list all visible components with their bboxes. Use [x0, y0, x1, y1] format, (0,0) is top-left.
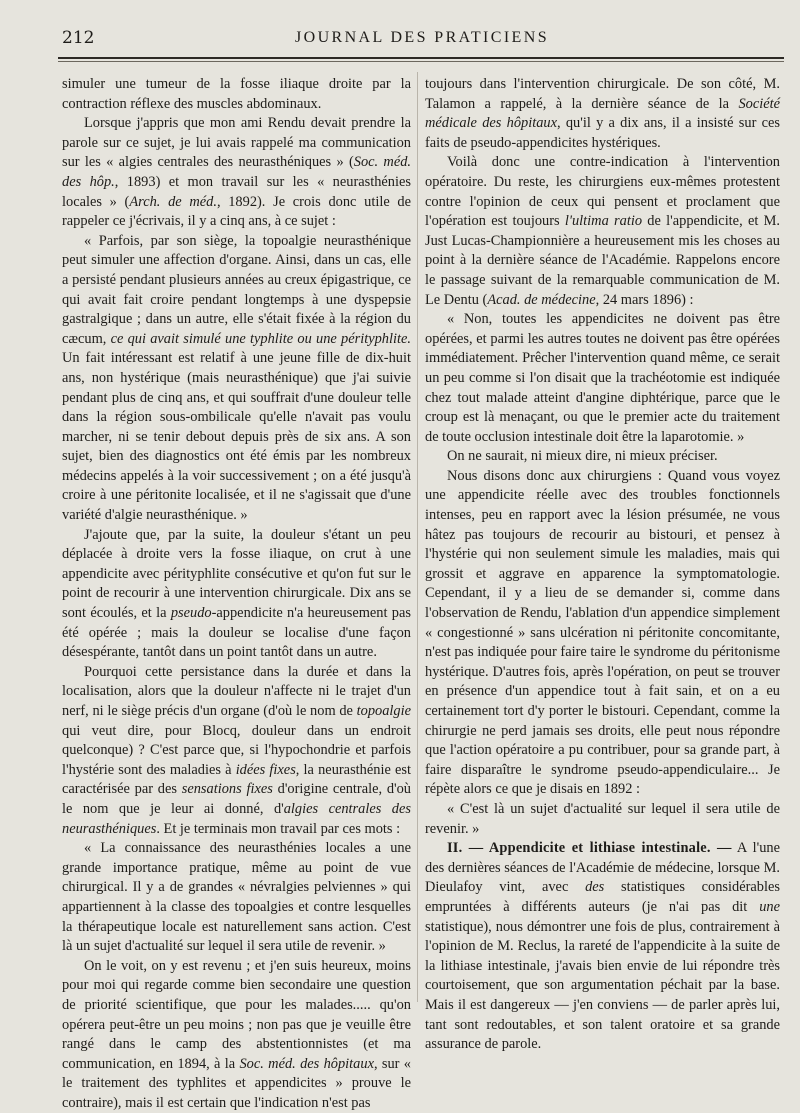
column-divider	[417, 72, 418, 1002]
paragraph	[425, 467, 780, 800]
text-run: Un fait intéressant est relatif à une jeune fille de dix-huit ans, non hystérique (mais neurasthénique) que j'ai suivie pendant plus de cinq ans, et qui souffrait d'une douleur telle dans la région sous-ombilicale qu'elle n'avait pas voulu marcher, ni se tenir debout depuis près de six ans. A son sujet, bien des diagnostics ont été émis par les nombreux médecins appelés à la voir successivement ; on a été jusqu'à croire à une péritonite localisée, et il ne s'agissait que d'une variété d'algie neurasthénique. »	[62, 350, 411, 524]
text-run: « C'est là un sujet d'actualité sur lequel il sera utile de revenir. »	[425, 800, 780, 837]
text-run: statistiques considérables empruntées à différents auteurs (je n'ai pas dit	[425, 879, 780, 915]
text-run: topoalgie	[356, 703, 411, 719]
paragraph	[425, 75, 780, 153]
quotation-paragraph	[425, 800, 780, 839]
text-run: , 1893) et mon travail sur les « neurasthénies locales » (	[62, 173, 411, 210]
text-run: « Parfois, par son siège, la topoalgie neurasthénique peut simuler une affection d'organe. Ainsi, dans un cas, elle a persisté pendant plusieurs années au creux épigastrique, ce qui avait fait croire pendant longtemps à une dyspepsie gastralgique ; dans un autre, elle s'était fixée à la région du cæcum,	[62, 232, 411, 347]
text-run: -appendicite n'a heureusement pas été opérée ; mais la douleur se localise d'une façon désespérante, tantôt dans un point tantôt dans un autre.	[62, 605, 411, 661]
text-run: toujours dans l'intervention chirurgicale. De son côté, M. Talamon a rappelé, à la dernière séance de la	[425, 76, 780, 112]
text-run: Arch. de méd.	[129, 193, 217, 210]
text-run: sensations fixes	[181, 781, 273, 798]
text-run: , 24 mars 1896) :	[595, 291, 694, 308]
text-run: A l'une des dernières séances de l'Académie de médecine, lorsque M. Dieulafoy vint, avec	[425, 840, 780, 896]
left-column	[62, 75, 411, 1113]
text-run: , 1892). Je crois donc utile de rappeler ce j'écrivais, il y a cinq ans, à ce sujet :	[62, 193, 411, 230]
quotation-paragraph	[62, 839, 411, 957]
text-run: l'ultima ratio	[564, 213, 643, 230]
text-run: simuler une tumeur de la fosse iliaque droite par la contraction réflexe des muscles abdominaux.	[62, 76, 411, 112]
text-run: des	[585, 879, 605, 896]
paragraph	[425, 447, 780, 467]
text-run: ce qui avait simulé une typhlite ou une pérityphlite.	[110, 330, 411, 347]
text-run: , la neurasthénie est caractérisée par des	[62, 761, 411, 798]
text-run: Société médicale des hôpitaux	[425, 95, 780, 132]
text-run: Soc. méd. des hôp.	[62, 154, 411, 190]
text-run: Soc. méd. des hôpitaux	[239, 1055, 374, 1072]
paragraph	[62, 114, 411, 232]
section-title: II. — Appendicite et lithiase intestinale. —	[447, 840, 732, 857]
text-run: pseudo	[170, 605, 212, 622]
text-run: de l'appendicite, et M. Just Lucas-Championnière a heureusement mis les choses au point à la dernière séance de l'Académie. Rappelons encore le passage suivant de la remarquable communication de M. Le Dentu (	[425, 213, 780, 308]
page-header	[62, 28, 782, 50]
text-run: statistique), nous démontrer une fois de plus, contrairement à l'opinion de M. Reclus, la rareté de l'appendicite à la suite de la lithiase intestinale, j'avais bien envie de lui répondre très courtoisement, que son argumentation péchait par la base. Mais il est dangereux — j'en conviens — de parler après lui, tant sont redoutables, et son talent oratoire et sa grande assurance de parole.	[425, 918, 780, 1053]
section-paragraph	[425, 839, 780, 1055]
quotation-paragraph	[425, 310, 780, 447]
text-run: « La connaissance des neurasthénies locales a une grande importance pratique, même au point de vue chirurgical. Il y a de grandes « névralgies pelviennes » qui appartiennent à la classe des topoalgies et contre lesquelles la thérapeutique locale est naturellement sans action. C'est là un sujet d'actualité sur lequel il sera utile de revenir. »	[62, 840, 411, 955]
paragraph	[62, 957, 411, 1113]
text-run: « Non, toutes les appendicites ne doivent pas être opérées, et parmi les autres toutes ne doivent pas être opérées immédiatement. Prêcher l'intervention quand même, ce serait un peu comme si l'on disait que la trachéotomie est indiquée chez tout malade atteint d'angine diphtérique, parce que le croup est là menaçant, ou que le premier acte du traitement de toute occlusion intestinale doit être la laparotomie. »	[425, 311, 780, 445]
text-run: Nous disons donc aux chirurgiens : Quand vous voyez une appendicite réelle avec des troubles fonctionnels intenses, peu en rapport avec la lésion présumée, ne vous hâtez pas toujours de recourir au bistouri, et pensez à l'hystérie qui non seulement simule les maladies, mais qui grossit et aggrave en apparence la symptomatologie. Cependant, il y a lieu de se demander si, comme dans l'observation de Rendu, l'ablation d'un appendice simplement « congestionné » sans ulcération ni péritonite concomitante, n'est pas indiquée pour faire taire le syndrome du péritonisme hystérique. D'autres fois, après l'opération, on peut se trouver en présence d'un appendice tout à fait sain, et on a eu certainement tort d'y porter le bistouri. Cependant, comme la chirurgie ne perd jamais ses droits, elle peut nous répondre que l'action opératoire a pu contribuer, pour sa grande part, à faire disparaître le syndrome pseudo-appendiculaire... Je répète alors ce que je disais en 1892 :	[425, 467, 780, 798]
right-column	[425, 75, 780, 1055]
journal-title: JOURNAL DES PRATICIENS	[294, 29, 549, 46]
text-run: . Et je terminais mon travail par ces mots :	[156, 820, 401, 837]
text-run: On ne saurait, ni mieux dire, ni mieux préciser.	[447, 448, 718, 465]
text-run: Pourquoi cette persistance dans la durée et dans la localisation, alors que la douleur n'affecte ni le trajet d'un nerf, ni le siège précis d'un organe (d'où le nom de	[62, 663, 411, 719]
text-run: algies centrales des neurasthéniques	[62, 800, 411, 837]
text-run: , qu'il y a dix ans, il a insisté sur ces faits de pseudo-appendicites hystériques.	[425, 115, 780, 151]
header-rule-thin	[58, 61, 784, 62]
text-run: Acad. de médecine	[487, 291, 596, 308]
paragraph	[62, 526, 411, 663]
text-run: qui veut dire, pour Blocq, douleur dans un endroit quelconque) ? C'est parce que, si l'hypochondrie et parfois l'hystérie sont des maladies à	[62, 722, 411, 778]
paragraph	[62, 75, 411, 114]
text-run: Voilà donc une contre-indication à l'intervention opératoire. Du reste, les chirurgiens eux-mêmes protestent contre l'opinion de ceux qui pensent et proclament que l'opération est toujours	[425, 154, 780, 230]
paragraph	[62, 663, 411, 839]
text-run: J'ajoute que, par la suite, la douleur s'étant un peu déplacée à droite vers la fosse iliaque, on crut à une appendicite avec pérityphlite consécutive et qu'on fut sur le point de recourir à une intervention chirurgicale. Dix ans se sont écoulés, et la	[62, 526, 411, 622]
paragraph	[425, 153, 780, 310]
text-run: une	[759, 898, 780, 915]
text-run: , sur « le traitement des typhlites et appendicites » prouve le contraire), mais il est certain que l'indication n'est pas	[62, 1055, 411, 1111]
text-run: On le voit, on y est revenu ; et j'en suis heureux, moins pour moi qui regarde comme bien secondaire une question de priorité scientifique, que pour les malades..... qu'on opérera peut-être un peu moins ; non pas que je veuille être rangé dans le camp des abstentionnistes (et ma communication, en 1894, à la	[62, 957, 411, 1072]
quotation-paragraph	[62, 232, 411, 526]
page-number: 212	[62, 28, 95, 48]
text-run: idées fixes	[235, 761, 296, 778]
text-run: d'origine centrale, d'où le nom que je leur ai donné, d'	[62, 781, 412, 817]
text-run: Lorsque j'appris que mon ami Rendu devait prendre la parole sur ce sujet, je lui avais rappelé ma communication sur les « algies centrales des neurasthéniques » (	[62, 115, 411, 171]
header-rule	[58, 57, 784, 59]
